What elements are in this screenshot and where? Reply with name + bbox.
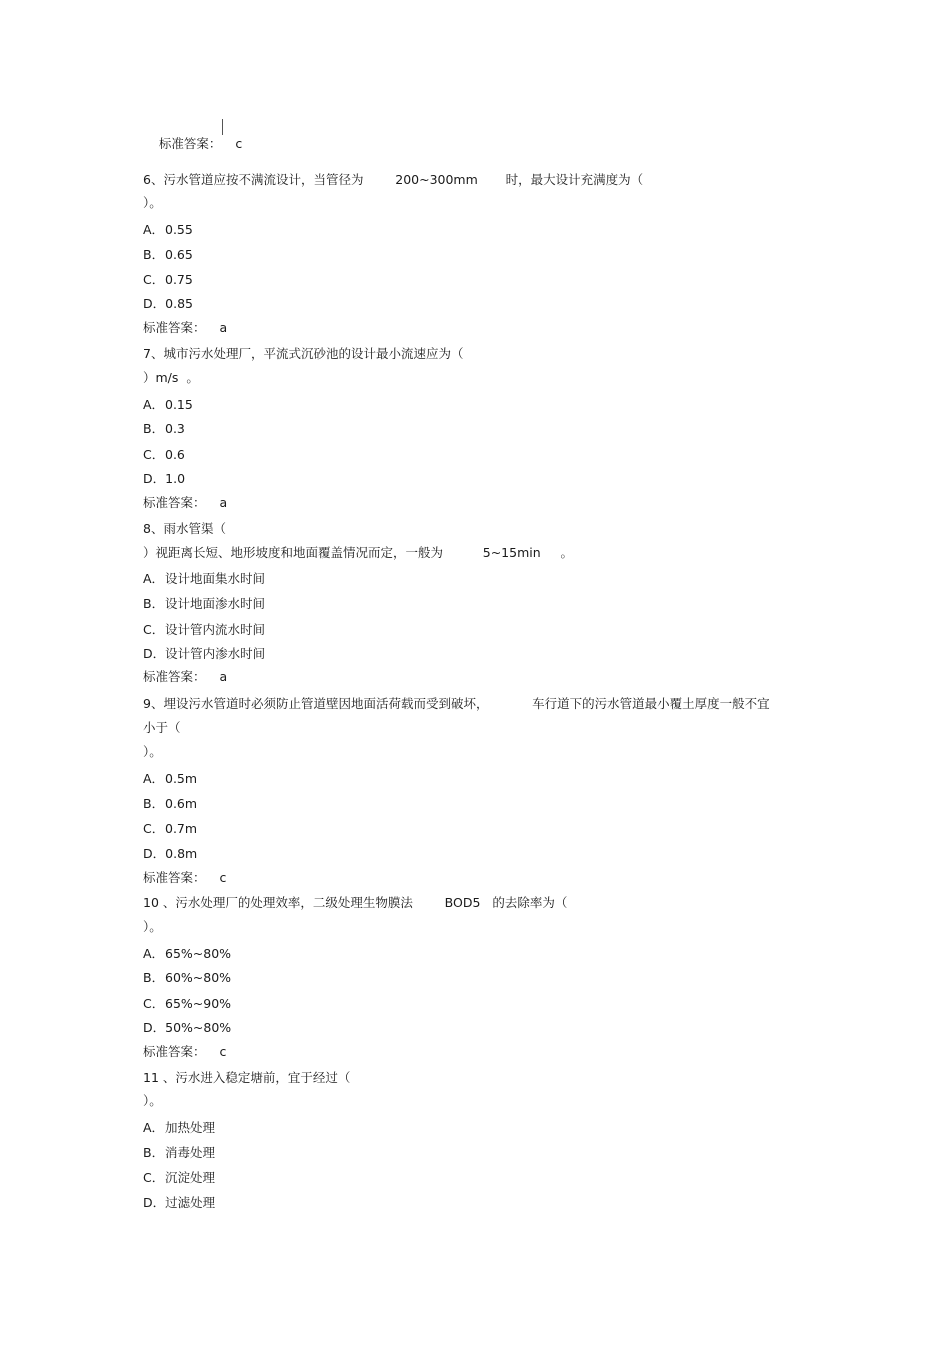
question-stem: 8、雨水管渠（ (143, 521, 226, 536)
option-item: C．65%~90% (143, 996, 232, 1011)
option-item: D．设计管内渗水时间 (143, 646, 266, 661)
option-item: A．65%~80% (143, 946, 232, 961)
option-item: D．50%~80% (143, 1020, 232, 1035)
question-stem: ）视距离长短、地形坡度和地面覆盖情况而定，一般为 5~15min 。 (143, 545, 574, 560)
option-item: A．0.55 (143, 222, 193, 237)
question-stem: 10 、污水处理厂的处理效率，二级处理生物膜法 BOD5 的去除率为（ (143, 895, 568, 910)
question-stem: ）。 (143, 744, 162, 759)
option-item: B．设计地面渗水时间 (143, 596, 266, 611)
answer-line (143, 120, 242, 168)
option-item: A．设计地面集水时间 (143, 571, 266, 586)
option-item: B．60%~80% (143, 970, 232, 985)
question-stem: 9、埋设污水管道时必须防止管道壁因地面活荷载而受到破坏， 车行道下的污水管道最小覆土厚度一般不宜 (143, 696, 770, 711)
option-item: C．0.75 (143, 272, 193, 287)
option-item: C．0.6 (143, 447, 185, 462)
option-item: B．0.6m (143, 796, 198, 811)
question-stem: ）。 (143, 919, 162, 934)
option-item: D．过滤处理 (143, 1195, 216, 1210)
answer-value: c (235, 136, 243, 151)
question-stem: ）。 (143, 1093, 162, 1108)
option-item: A．加热处理 (143, 1120, 216, 1135)
option-item: C．0.7m (143, 821, 198, 836)
answer-line: 标准答案： c (143, 1044, 227, 1059)
answer-line: 标准答案： a (143, 320, 228, 335)
option-item: C．沉淀处理 (143, 1170, 216, 1185)
question-stem: ）。 (143, 195, 162, 210)
question-stem: 小于（ (143, 720, 181, 735)
question-stem: 6、污水管道应按不满流设计，当管径为 200~300mm 时，最大设计充满度为（ (143, 172, 644, 187)
question-stem: ）m/s 。 (143, 370, 199, 385)
answer-label: 标准答案： (158, 136, 222, 151)
option-item: A．0.5m (143, 771, 198, 786)
option-item: D．0.8m (143, 846, 198, 861)
answer-line: 标准答案： a (143, 495, 228, 510)
text-cursor (222, 119, 223, 135)
option-item: B．消毒处理 (143, 1145, 216, 1160)
answer-line: 标准答案： a (143, 669, 228, 684)
option-item: B．0.3 (143, 421, 185, 436)
question-stem: 11 、污水进入稳定塘前，宜于经过（ (143, 1070, 351, 1085)
option-item: D．0.85 (143, 296, 193, 311)
option-item: C．设计管内流水时间 (143, 622, 266, 637)
option-item: A．0.15 (143, 397, 193, 412)
question-stem: 7、城市污水处理厂，平流式沉砂池的设计最小流速应为（ (143, 346, 464, 361)
option-item: B．0.65 (143, 247, 193, 262)
option-item: D．1.0 (143, 471, 186, 486)
answer-line: 标准答案： c (143, 870, 227, 885)
